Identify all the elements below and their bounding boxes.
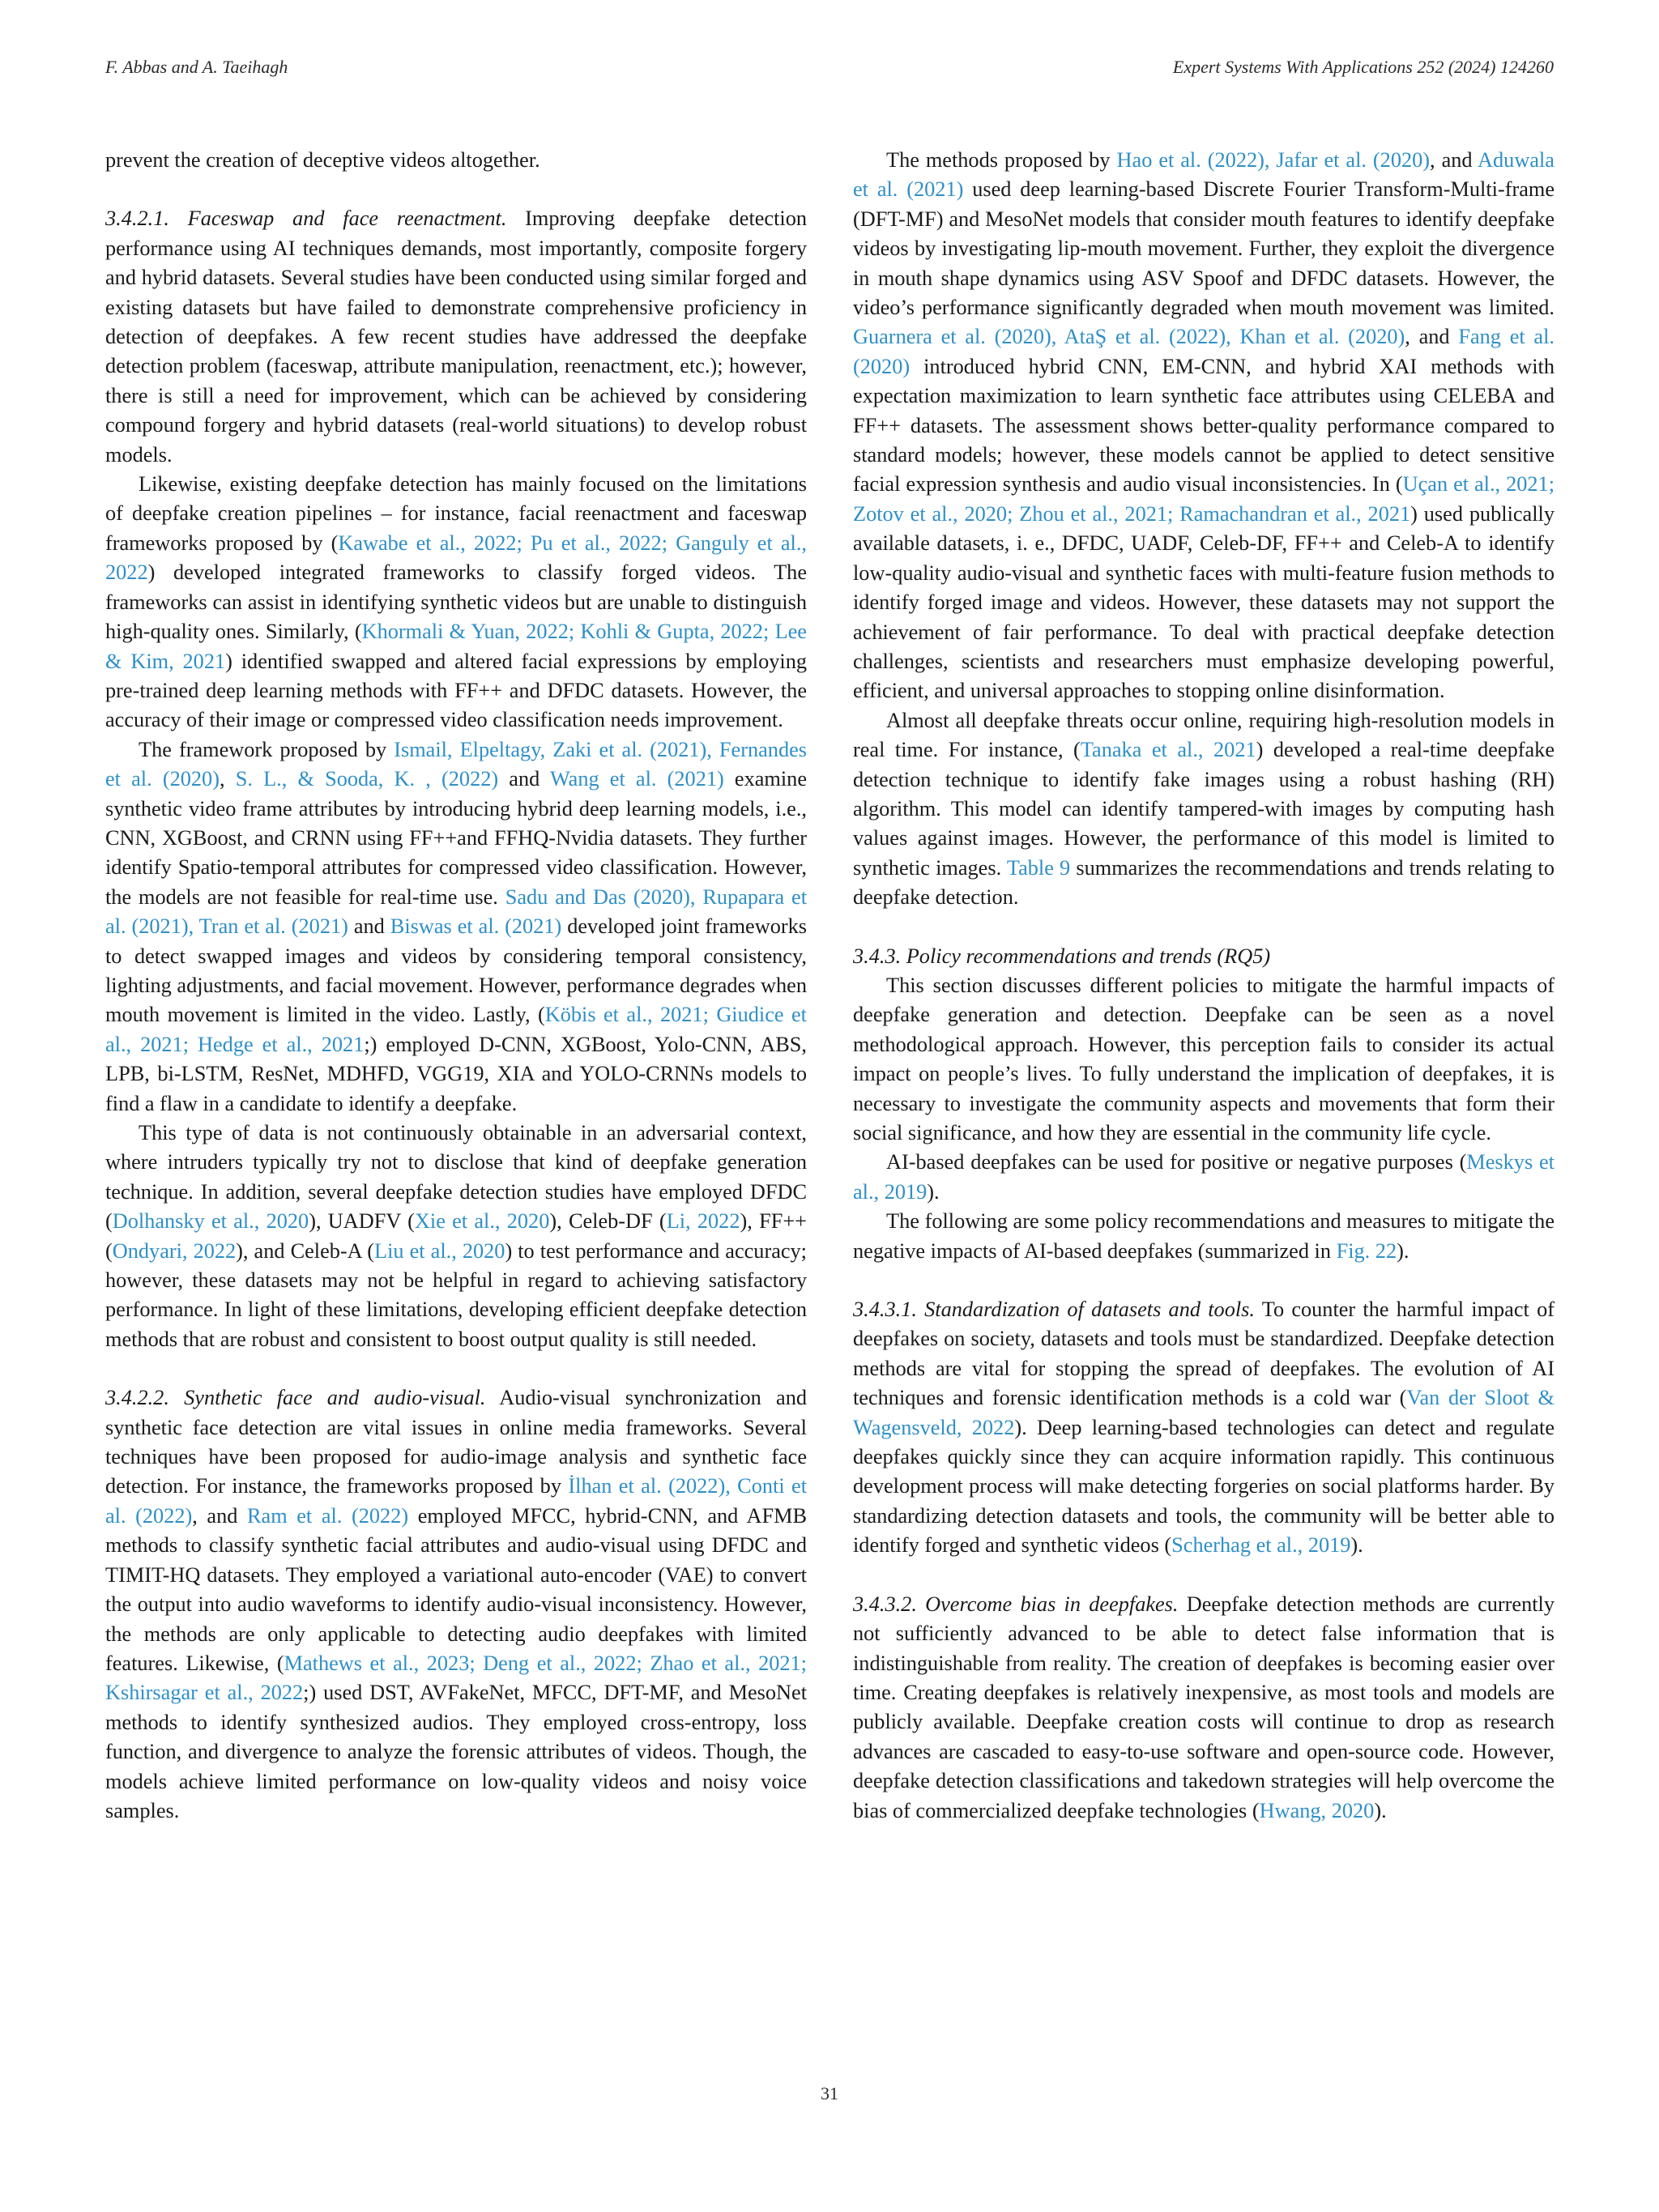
body-text: Almost all deepfake threats occur online, requiring high-resolution models in real time. For instance, ( — [853, 708, 1555, 762]
body-text: ). — [1350, 1533, 1363, 1558]
body-text: examine synthetic video frame attributes by introducing hybrid deep learning models, i.e., CNN, XGBoost, and CRNN using FF++and FFHQ-Nvidia datasets. They further identify Spatio-temporal attributes for compressed video classification. However, the models are not feasible for real-time use. — [105, 767, 808, 909]
citation-link[interactable]: Meskys et al., 2019 — [853, 1150, 1555, 1204]
paragraph — [853, 971, 1555, 1148]
body-text: Likewise, existing deepfake detection has mainly focused on the limitations of deepfake creation pipelines – for instance, facial reenactment and faceswap frameworks proposed by ( — [105, 472, 807, 555]
body-text: ), FF++ ( — [105, 1209, 807, 1263]
citation-link[interactable]: S. L., & Sooda, K. , (2022) — [235, 767, 499, 791]
citation-link[interactable]: Wang et al. (2021) — [549, 767, 724, 791]
paragraph — [105, 1383, 807, 1826]
citation-link[interactable]: Köbis et al., 2021; Giudice et al., 2021; Hedge et al., 2021 — [105, 1003, 807, 1056]
body-text: introduced hybrid CNN, EM-CNN, and hybrid XAI methods with expectation maximization to learn synthetic face attributes using CELEBA and FF++ datasets. The assessment shows better-quality performance compared to standard models; however, these models cannot be applied to detect sensitive facial expression synthesis and audio visual inconsistencies. In ( — [853, 354, 1555, 497]
header-authors: F. Abbas and A. Taeihagh — [105, 57, 288, 77]
paragraph — [105, 470, 807, 735]
section-heading: 3.4.3.1. Standardization of datasets and tools. — [853, 1298, 1255, 1322]
body-text: This type of data is not continuously obtainable in an adversarial context, where intruders typically try not to disclose that kind of deepfake generation technique. In addition, several deepfake detection studies have employed DFDC ( — [105, 1121, 807, 1234]
body-text: ). Deep learning-based technologies can detect and regulate deepfakes quickly since they can acquire information rapidly. This continuous development process will make detecting forgeries on social platforms harder. By standardizing detection datasets and tools, the community will be better able to identify forged and synthetic videos ( — [853, 1415, 1555, 1558]
citation-link[interactable]: Guarnera et al. (2020), AtaŞ et al. (2022), Khan et al. (2020) — [853, 325, 1405, 349]
body-text: ) identified swapped and altered facial expressions by employing pre-trained deep learning methods with FF++ and DFDC datasets. However, the accuracy of their image or compressed video classification needs improvement. — [105, 649, 807, 732]
body-text: The framework proposed by — [139, 737, 394, 761]
body-text: and — [348, 914, 390, 939]
citation-link[interactable]: Fig. 22 — [1336, 1238, 1397, 1263]
paragraph — [853, 1295, 1555, 1561]
citation-link[interactable]: Ondyari, 2022 — [112, 1238, 237, 1263]
body-text: ), and Celeb-A ( — [236, 1238, 375, 1263]
section-heading: 3.4.3.2. Overcome bias in deepfakes. — [853, 1592, 1179, 1616]
citation-link[interactable]: Li, 2022 — [666, 1209, 740, 1234]
citation-link[interactable]: Uçan et al., 2021; Zotov et al., 2020; Zhou et al., 2021; Ramachandran et al., 2021 — [853, 472, 1555, 526]
section-heading: 3.4.2.2. Synthetic face and audio-visual. — [105, 1386, 486, 1410]
body-text: ), UADFV ( — [309, 1209, 415, 1234]
subsection-heading — [853, 942, 1555, 971]
citation-link[interactable]: Hwang, 2020 — [1259, 1798, 1375, 1822]
paragraph — [853, 1207, 1555, 1266]
paragraph — [853, 146, 1555, 706]
citation-link[interactable]: Liu et al., 2020 — [374, 1238, 505, 1263]
body-text: ), Celeb-DF ( — [549, 1209, 667, 1234]
citation-link[interactable]: Ram et al. (2022) — [247, 1503, 409, 1528]
left-column — [105, 146, 807, 1826]
body-text: , and — [1405, 325, 1459, 349]
body-text: ) developed integrated frameworks to classify forged videos. The frameworks can assist in identifying synthetic videos but are unable to distinguish high-quality ones. Similarly, ( — [105, 560, 807, 644]
body-text: ;) employed D-CNN, XGBoost, Yolo-CNN, ABS, LPB, bi-LSTM, ResNet, MDHFD, VGG19, XIA and YOLO-CRNNs models to find a flaw in a candidate to identify a deepfake. — [105, 1032, 808, 1115]
body-text: ). — [1397, 1238, 1410, 1263]
body-text: This section discusses different policies to mitigate the harmful impacts of deepfake generation and detection. Deepfake can be seen as a novel methodological approach. However, this perception fails to consider its actual impact on people’s lives. To fully understand the implication of deepfakes, it is necessary to investigate the community aspects and movements that form their social significance, and how they are essential in the community life cycle. — [853, 973, 1555, 1144]
body-text: Audio-visual synchronization and synthetic face detection are vital issues in online media frameworks. Several techniques have been proposed for audio-image analysis and synthetic face detection. For instance, the frameworks proposed by — [105, 1386, 807, 1498]
paragraph — [105, 204, 807, 470]
citation-link[interactable]: Aduwala et al. (2021) — [853, 148, 1555, 202]
body-text: The methods proposed by — [886, 148, 1117, 172]
body-text: employed MFCC, hybrid-CNN, and AFMB methods to classify synthetic facial attributes and audio-visual using DFDC and TIMIT-HQ datasets. They employed a variational auto-encoder (VAE) to convert the output into audio waveforms to identify audio-visual inconsistency. However, the methods are only applicable to detecting audio deepfakes with limited features. Likewise, ( — [105, 1503, 807, 1675]
body-text: Improving deepfake detection performance using AI techniques demands, most importantly, composite forgery and hybrid datasets. Several studies have been conducted using similar forged and existing datasets but have failed to demonstrate comprehensive proficiency in detection of deepfakes. A few recent studies have addressed the deepfake detection problem (faceswap, attribute manipulation, reenactment, etc.); however, there is still a need for improvement, which can be achieved by considering compound forgery and hybrid datasets (real-world situations) to develop robust models. — [105, 207, 807, 467]
body-text: used deep learning-based Discrete Fourier Transform-Multi-frame (DFT-MF) and MesoNet models that consider mouth features to identify deepfake videos by investigating lip-mouth movement. Further, they exploit the divergence in mouth shape dynamics using ASV Spoof and DFDC datasets. However, the video’s performance significantly degraded when mouth movement was limited. — [853, 177, 1555, 320]
right-column — [853, 146, 1555, 1826]
citation-link[interactable]: Biswas et al. (2021) — [390, 914, 562, 939]
body-text: To counter the harmful impact of deepfakes on society, datasets and tools must be standardized. Deepfake detection methods are vital for stopping the spread of deepfakes. The evolution of AI techniques and forensic identification methods is a cold war ( — [853, 1298, 1555, 1410]
body-text: The following are some policy recommendations and measures to mitigate the negative impacts of AI-based deepfakes (summarized in — [853, 1209, 1555, 1263]
body-text: ) used publically available datasets, i. e., DFDC, UADF, Celeb-DF, FF++ and Celeb-A to identify low-quality audio-visual and synthetic faces with multi-feature fusion methods to identify forged image and videos. However, these datasets may not support the achievement of fair performance. To deal with practical deepfake detection challenges, scientists and researchers must emphasize developing powerful, efficient, and universal approaches to stopping online disinformation. — [853, 501, 1555, 703]
citation-link[interactable]: Dolhansky et al., 2020 — [112, 1209, 309, 1234]
body-text: and — [498, 767, 550, 791]
body-text: ). — [927, 1179, 940, 1204]
paragraph — [853, 1590, 1555, 1826]
paragraph — [105, 1119, 807, 1354]
paragraph — [853, 706, 1555, 913]
section-heading: 3.4.2.1. Faceswap and face reenactment. — [105, 207, 507, 231]
citation-link[interactable]: Scherhag et al., 2019 — [1171, 1533, 1351, 1558]
section-heading: 3.4.3. Policy recommendations and trends (RQ5) — [853, 944, 1271, 968]
citation-link[interactable]: Van der Sloot & Wagensveld, 2022 — [853, 1386, 1555, 1439]
citation-link[interactable]: Sadu and Das (2020), Rupapara et al. (2021), Tran et al. (2021) — [105, 884, 807, 939]
body-text: AI-based deepfakes can be used for positive or negative purposes ( — [886, 1150, 1467, 1174]
citation-link[interactable]: Hao et al. (2022), Jafar et al. (2020) — [1116, 148, 1431, 172]
citation-link[interactable]: Mathews et al., 2023; Deng et al., 2022; Zhao et al., 2021; Kshirsagar et al., 2022 — [105, 1651, 807, 1705]
paragraph — [105, 735, 807, 1119]
body-text: , and — [192, 1503, 247, 1528]
body-text: ;) used DST, AVFakeNet, MFCC, DFT-MF, and MesoNet methods to identify synthesized audios. They employed cross-entropy, loss function, and divergence to analyze the forensic attributes of videos. Though, the models achieve limited performance on low-quality videos and noisy voice samples. — [105, 1681, 808, 1822]
body-text: , — [219, 767, 236, 791]
body-text: , and — [1430, 148, 1478, 172]
body-text: prevent the creation of deceptive videos altogether. — [105, 148, 540, 172]
body-text: developed joint frameworks to detect swapped images and videos by considering temporal consistency, lighting adjustments, and facial movement. However, performance degrades when mouth movement is limited in the video. Lastly, ( — [105, 914, 808, 1027]
paragraph — [853, 1148, 1555, 1207]
header-journal: Expert Systems With Applications 252 (2024) 124260 — [1172, 57, 1554, 77]
body-text: summarizes the recommendations and trends relating to deepfake detection. — [853, 855, 1555, 910]
body-text: ) to test performance and accuracy; however, these datasets may not be helpful in regard to achieving satisfactory performance. In light of these limitations, developing efficient deepfake detection methods that are robust and consistent to boost output quality is still needed. — [105, 1238, 807, 1351]
citation-link[interactable]: Tanaka et al., 2021 — [1080, 738, 1256, 762]
citation-link[interactable]: Xie et al., 2020 — [414, 1209, 550, 1234]
citation-link[interactable]: Table 9 — [1006, 855, 1071, 880]
body-text: ) developed a real-time deepfake detection technique to identify fake images using a robust hashing (RH) algorithm. This model can identify tampered-with images by computing hash values against images. However, the performance of this model is limited to synthetic images. — [853, 738, 1555, 880]
citation-link[interactable]: Khormali & Yuan, 2022; Kohli & Gupta, 2022; Lee & Kim, 2021 — [105, 620, 807, 673]
citation-link[interactable]: Fang et al. (2020) — [853, 325, 1555, 378]
page-number: 31 — [821, 2083, 838, 2103]
citation-link[interactable]: İlhan et al. (2022), Conti et al. (2022) — [105, 1474, 807, 1528]
paragraph — [105, 146, 807, 175]
citation-link[interactable]: Kawabe et al., 2022; Pu et al., 2022; Ganguly et al., 2022 — [105, 531, 807, 585]
body-text: Deepfake detection methods are currently not sufficiently advanced to be able to detect false information that is indistinguishable from reality. The creation of deepfakes is becoming easier over time. Creating deepfakes is relatively inexpensive, as most tools and models are publicly available. Deepfake creation costs will continue to drop as research advances are cascaded to easy-to-use software and open-source code. However, deepfake detection classifications and takedown strategies will help overcome the bias of commercialized deepfake technologies ( — [853, 1592, 1555, 1822]
citation-link[interactable]: Ismail, Elpeltagy, Zaki et al. (2021), Fernandes et al. (2020) — [105, 737, 807, 791]
body-text: ). — [1374, 1798, 1387, 1822]
